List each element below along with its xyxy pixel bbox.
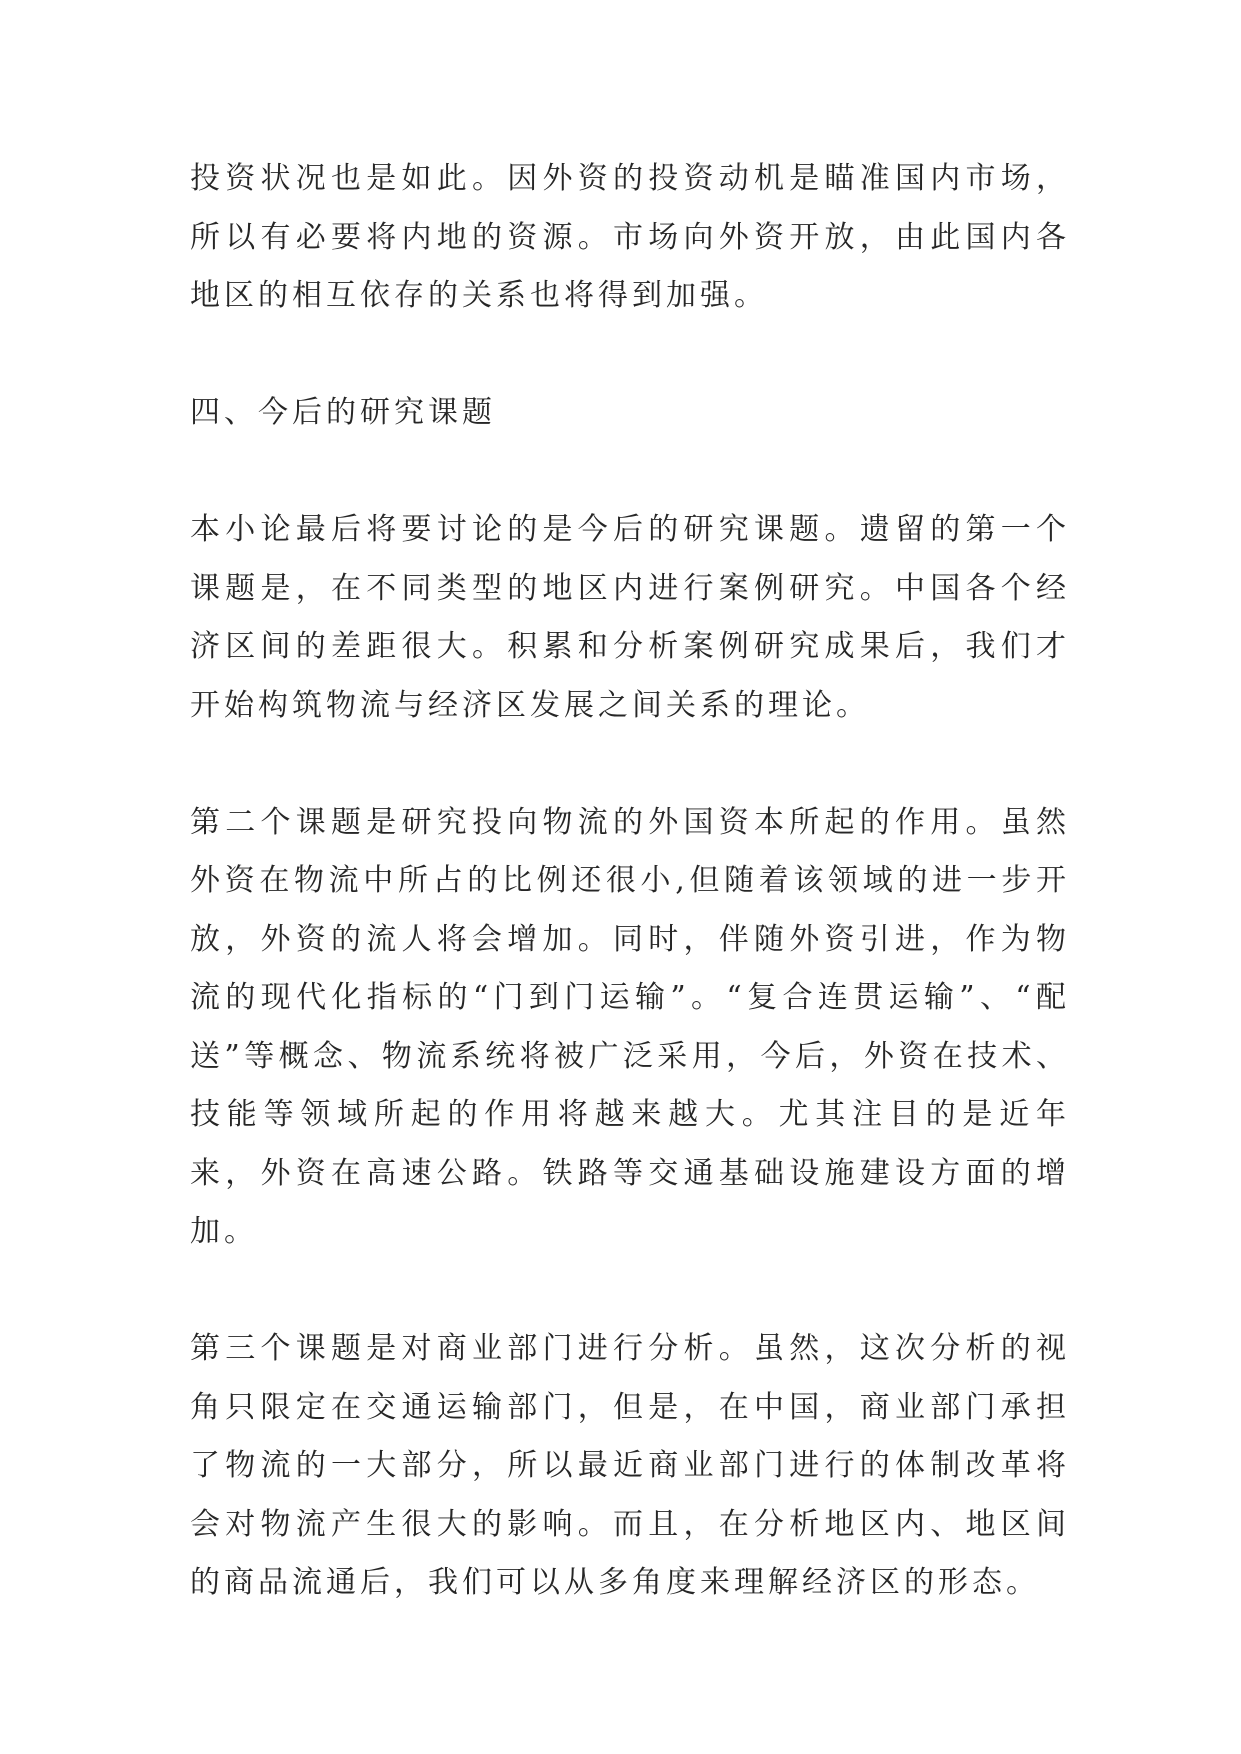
paragraph-gap <box>190 326 1070 385</box>
paragraph-investment-status: 投资状况也是如此。因外资的投资动机是瞄准国内市场，所以有必要将内地的资源。市场向外资开放，由此国内各地区的相互依存的关系也将得到加强。 <box>190 161 1070 313</box>
paragraph-third-topic: 第三个课题是对商业部门进行分析。虽然，这次分析的视角只限定在交通运输部门，但是，在中国，商业部门承担了物流的一大部分，所以最近商业部门进行的体制改革将会对物流产生很大的影响。而且，在分析地区内、地区间的商品流通后，我们可以从多角度来理解经济区的形态。 <box>190 1331 1070 1600</box>
paragraph-first-topic: 本小论最后将要讨论的是今后的研究课题。遗留的第一个课题是，在不同类型的地区内进行案例研究。中国各个经济区间的差距很大。积累和分析案例研究成果后，我们才开始构筑物流与经济区发展之间关系的理论。 <box>190 512 1070 723</box>
paragraph-gap <box>190 1262 1070 1321</box>
paragraph-gap <box>190 443 1070 502</box>
paragraph-second-topic: 第二个课题是研究投向物流的外国资本所起的作用。虽然外资在物流中所占的比例还很小,但随着该领域的进一步开放，外资的流人将会增加。同时，伴随外资引进，作为物流的现代化指标的“门到门运输”。“复合连贯运输”、“配送”等概念、物流系统将被广泛采用，今后，外资在技术、技能等领域所起的作用将越来越大。尤其注目的是近年来，外资在高速公路。铁路等交通基础设施建设方面的增加。 <box>190 804 1070 1249</box>
paragraph-gap <box>190 735 1070 794</box>
section-heading: 四、今后的研究课题 <box>190 395 496 430</box>
document-body <box>190 150 1070 1613</box>
